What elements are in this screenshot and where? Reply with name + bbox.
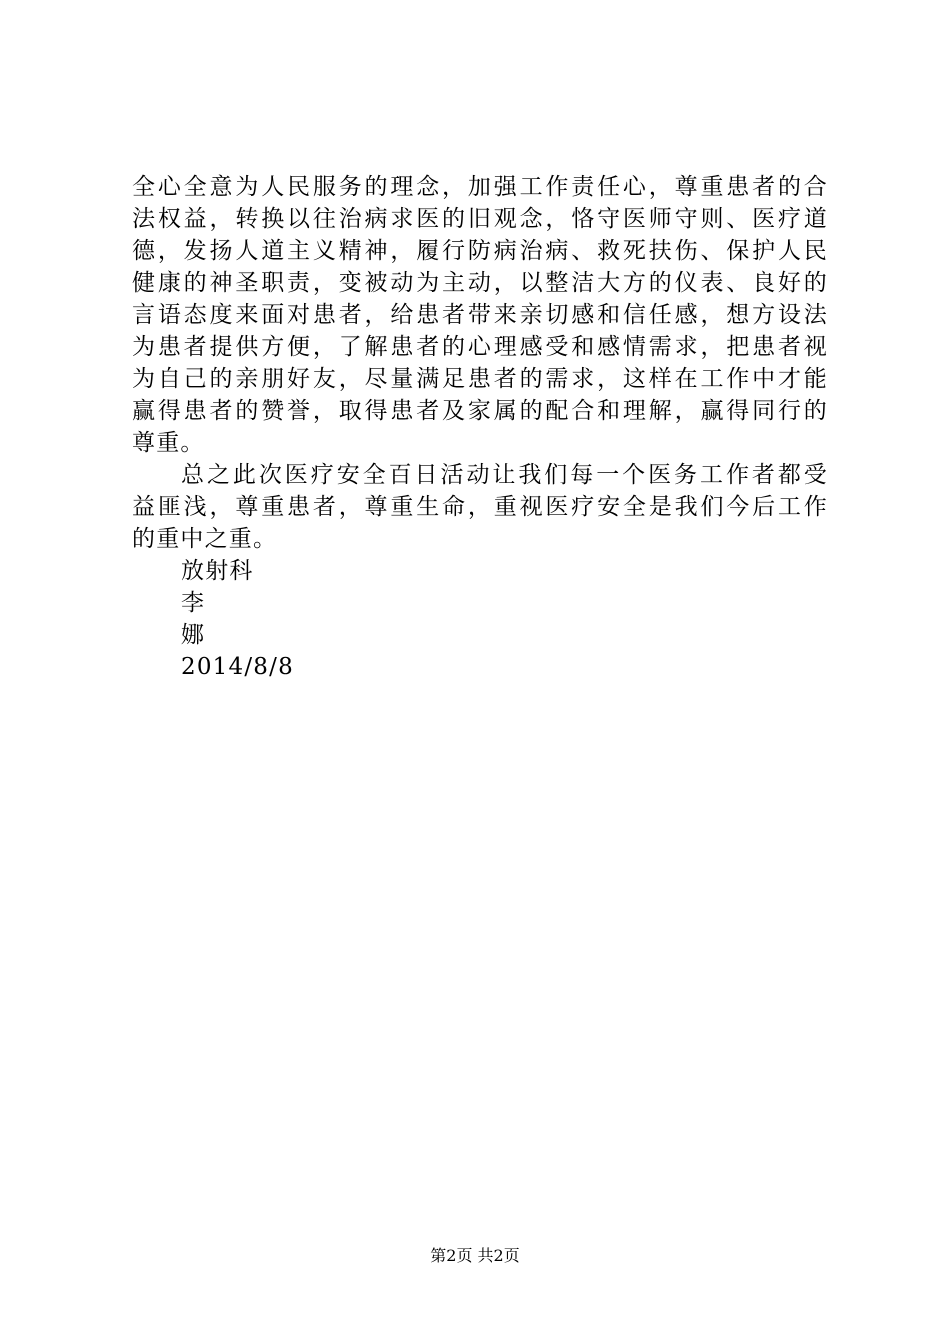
page-footer <box>0 1246 950 1266</box>
paragraph-line: 健康的神圣职责，变被动为主动，以整洁大方的仪表、良好的 <box>132 270 828 296</box>
signature-date: 2014/8/8 <box>181 654 294 680</box>
signature-department: 放射科 <box>181 558 254 584</box>
document-body <box>132 171 828 683</box>
page-number-label: 第2页 共2页 <box>430 1246 520 1265</box>
paragraph-line: 益匪浅，尊重患者，尊重生命，重视医疗安全是我们今后工作 <box>132 494 828 520</box>
paragraph-line: 为患者提供方便，了解患者的心理感受和感情需求，把患者视 <box>132 334 828 360</box>
signature-name-part1: 李 <box>181 590 206 616</box>
paragraph-line: 全心全意为人民服务的理念，加强工作责任心，尊重患者的合 <box>132 174 828 200</box>
paragraph-line: 德，发扬人道主义精神，履行防病治病、救死扶伤、保护人民 <box>132 238 828 264</box>
paragraph-line: 法权益，转换以往治病求医的旧观念，恪守医师守则、医疗道 <box>132 206 828 232</box>
paragraph-line: 尊重。 <box>132 430 205 456</box>
paragraph-line: 赢得患者的赞誉，取得患者及家属的配合和理解，赢得同行的 <box>132 398 828 424</box>
signature-name-part2: 娜 <box>181 622 206 648</box>
paragraph-line: 总之此次医疗安全百日活动让我们每一个医务工作者都受 <box>181 462 828 488</box>
paragraph-line: 言语态度来面对患者，给患者带来亲切感和信任感，想方设法 <box>132 302 828 328</box>
paragraph-line: 的重中之重。 <box>132 526 278 552</box>
paragraph-line: 为自己的亲朋好友，尽量满足患者的需求，这样在工作中才能 <box>132 366 828 392</box>
